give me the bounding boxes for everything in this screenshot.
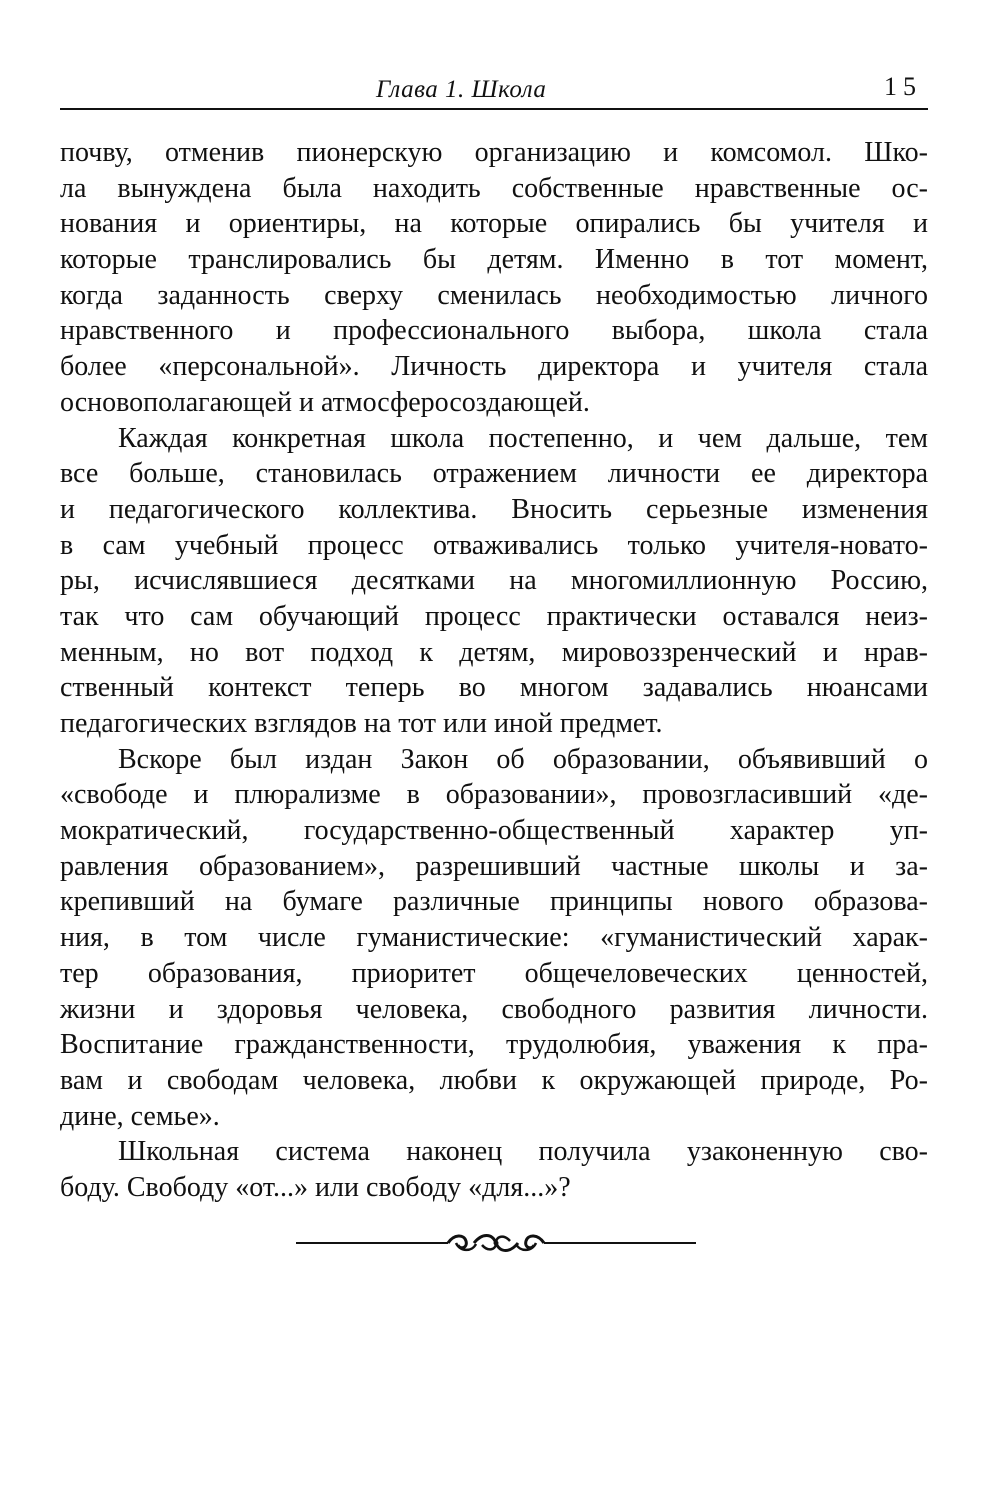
text-line: ния, в том числе гуманистические: «гуманистический харак-	[60, 922, 928, 954]
text-line: нования и ориентиры, на которые опирались бы учителя и	[60, 208, 928, 240]
text-line: боду. Свободу «от...» или свободу «для...»?	[60, 1171, 571, 1203]
text-line: более «персональной». Личность директора и учителя стала	[60, 351, 928, 383]
text-line: ственный контекст теперь во многом задавались нюансами	[60, 672, 928, 704]
text-line: «свободе и плюрализме в образовании», провозгласивший «де-	[60, 779, 928, 811]
ornament-divider-icon	[296, 1228, 696, 1258]
text-line: и педагогического коллектива. Вносить серьезные изменения	[60, 493, 928, 525]
text-line: в сам учебный процесс отваживались только учителя-новато-	[60, 529, 928, 561]
text-line: нравственного и профессионального выбора, школа стала	[60, 315, 928, 347]
text-line: Вскоре был издан Закон об образовании, объявивший о	[118, 743, 928, 775]
page-number: 15	[884, 72, 922, 101]
running-head	[60, 68, 928, 108]
text-line: основополагающей и атмосферосоздающей.	[60, 386, 590, 418]
text-line: когда заданность сверху сменилась необходимостью личного	[60, 279, 928, 311]
text-line: почву, отменив пионерскую организацию и комсомол. Шко-	[60, 137, 928, 168]
chapter-title: Глава 1. Школа	[376, 76, 547, 103]
text-line: Каждая конкретная школа постепенно, и чем дальше, тем	[118, 422, 928, 454]
text-line: ры, исчислявшиеся десятками на многомиллионную Россию,	[60, 565, 928, 597]
text-line: дине, семье».	[60, 1100, 220, 1132]
ornament-divider-icon-svg	[296, 1228, 696, 1258]
text-line: которые транслировались бы детям. Именно в тот момент,	[60, 244, 928, 276]
text-line: Школьная система наконец получила узаконенную сво-	[118, 1136, 928, 1168]
text-line: так что сам обучающий процесс практически оставался неиз-	[60, 600, 928, 632]
text-line: мократический, государственно-общественный характер уп-	[60, 815, 928, 847]
text-line: жизни и здоровья человека, свободного развития личности.	[60, 993, 928, 1025]
text-line: равления образованием», разрешивший частные школы и за-	[60, 850, 928, 882]
text-line: крепивший на бумаге различные принципы нового образова-	[60, 886, 928, 918]
text-line: все больше, становилась отражением личности ее директора	[60, 458, 928, 490]
text-line: менным, но вот подход к детям, мировоззренческий и нрав-	[60, 636, 928, 668]
text-line: тер образования, приоритет общечеловеческих ценностей,	[60, 957, 928, 989]
text-line: Воспитание гражданственности, трудолюбия, уважения к пра-	[60, 1029, 928, 1061]
text-line: ла вынуждена была находить собственные нравственные ос-	[60, 172, 928, 204]
text-line: вам и свободам человека, любви к окружающей природе, Ро-	[60, 1064, 928, 1096]
text-line: педагогических взглядов на тот или иной предмет.	[60, 708, 663, 739]
header-rule	[60, 108, 928, 110]
body-text	[60, 135, 928, 1206]
